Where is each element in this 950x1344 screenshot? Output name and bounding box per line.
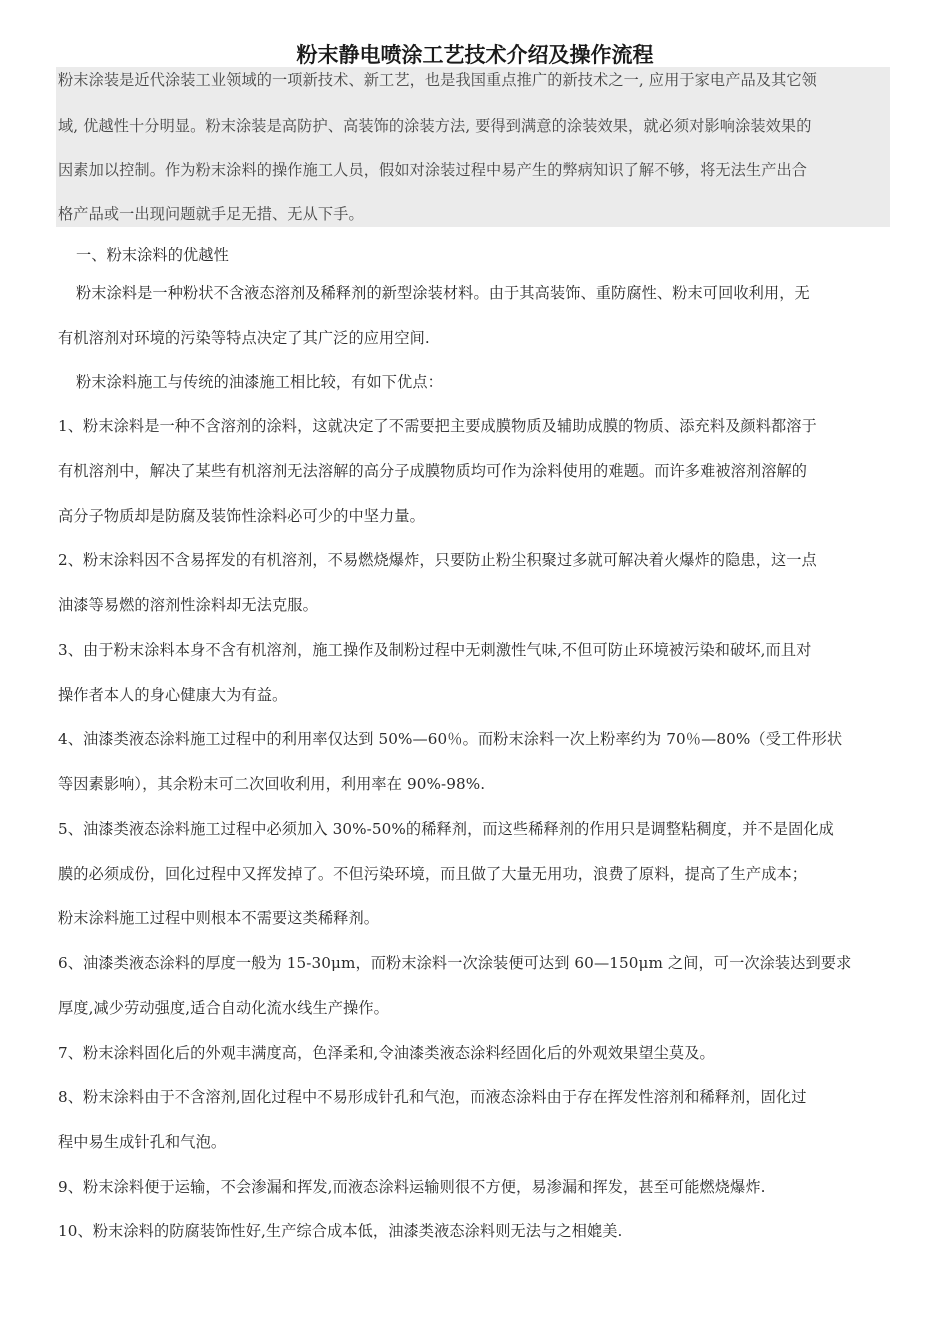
list-item-line: 有机溶剂中，解决了某些有机溶剂无法溶解的高分子成膜物质均可作为涂料使用的难题。而许多难被溶剂溶解的 [58, 462, 808, 480]
list-item-line: 操作者本人的身心健康大为有益。 [58, 686, 288, 704]
paragraph-line: 粉末涂料是一种粉状不含液态溶剂及稀释剂的新型涂装材料。由于其高装饰、重防腐性、粉末可回收利用，无 [76, 284, 810, 302]
list-item-line: 厚度,减少劳动强度,适合自动化流水线生产操作。 [58, 999, 389, 1017]
document-title: 粉末静电喷涂工艺技术介绍及操作流程 [296, 43, 654, 67]
list-item-line: 4、油漆类液态涂料施工过程中的利用率仅达到 50%—60％。而粉末涂料一次上粉率约为 70％—80%（受工件形状 [58, 730, 843, 748]
list-item-line: 等因素影响），其余粉末可二次回收利用，利用率在 90%-98%. [58, 775, 486, 793]
intro-line: 域, 优越性十分明显。粉末涂装是高防护、高装饰的涂装方法, 要得到满意的涂装效果，就必须对影响涂装效果的 [58, 117, 812, 135]
list-item-line: 8、粉末涂料由于不含溶剂,固化过程中不易形成针孔和气泡，而液态涂料由于存在挥发性溶剂和稀释剂，固化过 [58, 1088, 807, 1106]
list-item-line: 7、粉末涂料固化后的外观丰满度高，色泽柔和,令油漆类液态涂料经固化后的外观效果望尘莫及。 [58, 1044, 715, 1062]
list-item-line: 程中易生成针孔和气泡。 [58, 1133, 227, 1151]
list-item-line: 5、油漆类液态涂料施工过程中必须加入 30%-50%的稀释剂，而这些稀释剂的作用只是调整粘稠度，并不是固化成 [58, 820, 834, 838]
list-item-line: 高分子物质却是防腐及装饰性涂料必可少的中坚力量。 [58, 507, 425, 525]
list-item-line: 10、粉末涂料的防腐装饰性好,生产综合成本低，油漆类液态涂料则无法与之相媲美. [58, 1222, 623, 1240]
list-item-line: 油漆等易燃的溶剂性涂料却无法克服。 [58, 596, 318, 614]
list-item-line: 3、由于粉末涂料本身不含有机溶剂，施工操作及制粉过程中无刺激性气味,不但可防止环境被污染和破坏,而且对 [58, 641, 812, 659]
paragraph-line: 粉末涂料施工与传统的油漆施工相比较，有如下优点： [76, 373, 443, 391]
intro-line: 格产品或一出现问题就手足无措、无从下手。 [58, 205, 364, 223]
list-item-line: 2、粉末涂料因不含易挥发的有机溶剂，不易燃烧爆炸，只要防止粉尘积聚过多就可解决着火爆炸的隐患，这一点 [58, 551, 817, 569]
section-heading: 一、粉末涂料的优越性 [76, 246, 229, 264]
list-item-line: 粉末涂料施工过程中则根本不需要这类稀释剂。 [58, 909, 380, 927]
intro-line: 因素加以控制。作为粉末涂料的操作施工人员，假如对涂装过程中易产生的弊病知识了解不够，将无法生产出合 [58, 161, 808, 179]
paragraph-line: 有机溶剂对环境的污染等特点决定了其广泛的应用空间. [58, 329, 430, 347]
list-item-line: 膜的必须成份，回化过程中又挥发掉了。不但污染环境，而且做了大量无用功，浪费了原料，提高了生产成本； [58, 865, 808, 883]
list-item-line: 6、油漆类液态涂料的厚度一般为 15-30μm，而粉末涂料一次涂装便可达到 60—150μm 之间，可一次涂装达到要求 [58, 954, 852, 972]
list-item-line: 1、粉末涂料是一种不含溶剂的涂料，这就决定了不需要把主要成膜物质及辅助成膜的物质、添充料及颜料都溶于 [58, 417, 817, 435]
list-item-line: 9、粉末涂料便于运输，不会渗漏和挥发,而液态涂料运输则很不方便，易渗漏和挥发，甚至可能燃烧爆炸. [58, 1178, 766, 1196]
intro-line: 粉末涂装是近代涂装工业领域的一项新技术、新工艺，也是我国重点推广的新技术之一, 应用于家电产品及其它领 [58, 71, 817, 89]
